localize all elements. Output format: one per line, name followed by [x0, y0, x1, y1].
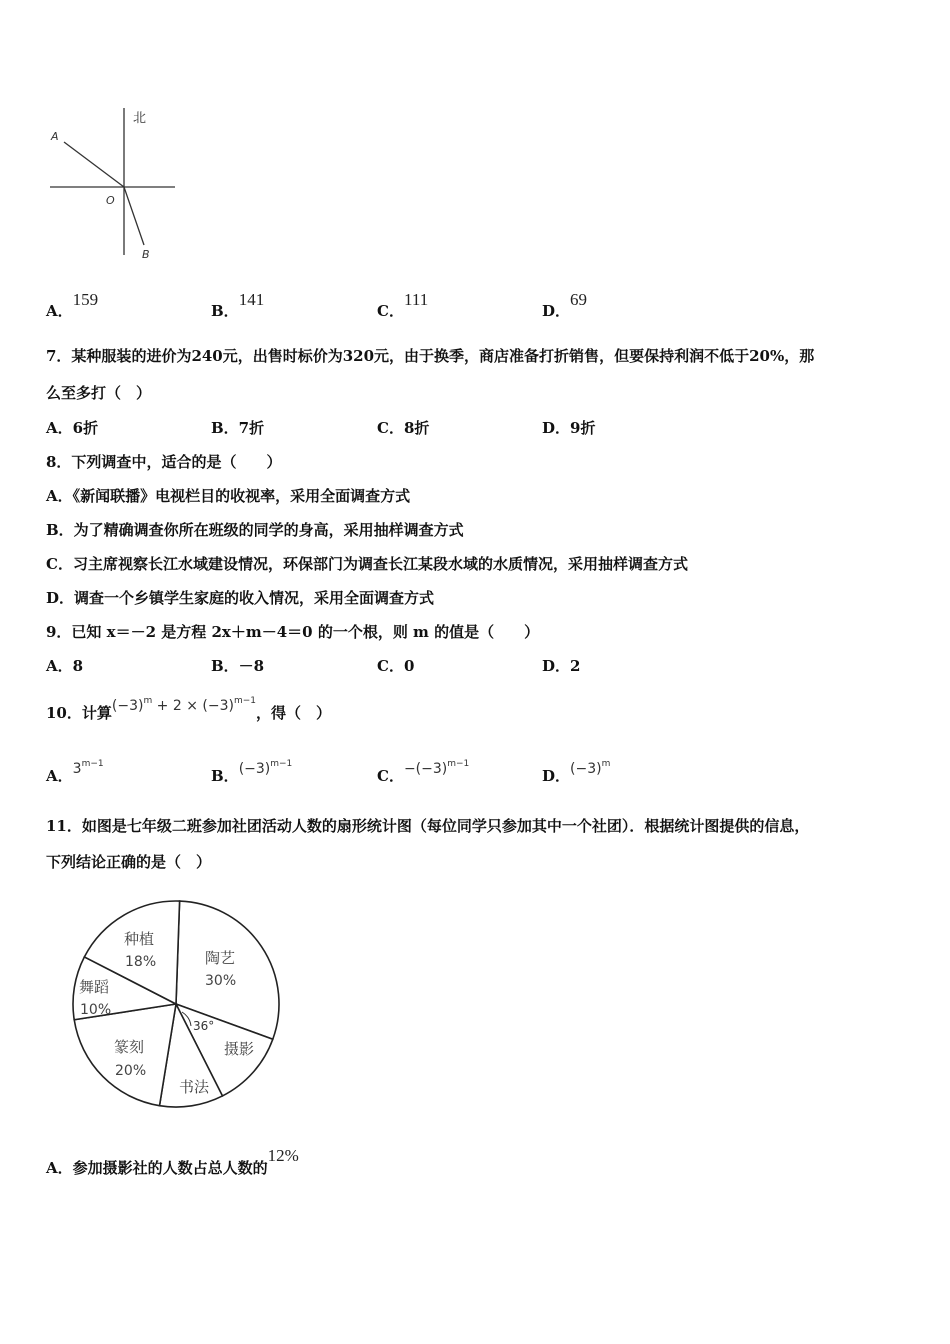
q10-expression — [112, 698, 256, 714]
q11-option-a-value: 12% — [267, 1146, 299, 1165]
q10-prefix: 10．计算 — [46, 704, 112, 722]
q8-option-b: B．为了精确调查你所在班级的同学的身高，采用抽样调查方式 — [46, 521, 464, 539]
point-o-label: O — [106, 194, 115, 207]
q10-option-a — [46, 759, 104, 786]
option-letter: D． — [542, 767, 571, 785]
q8-stem: 8．下列调查中，适合的是（ ） — [46, 453, 282, 471]
q8-option-d: D．调查一个乡镇学生家庭的收入情况，采用全面调查方式 — [46, 589, 435, 607]
q10-suffix: ，得（ ） — [256, 704, 332, 722]
q11-stem-line2: 下列结论正确的是（ ） — [46, 853, 212, 871]
option-math — [570, 761, 610, 777]
q10-option-b — [211, 759, 293, 786]
q7-stem-line1: 7．某种服装的进价为240元，出售时标价为320元，由于换季，商店准备打折销售，但要保持利润不低于20%，那 — [46, 347, 815, 365]
q9-option-a: A．8 — [46, 657, 84, 675]
q9-option-c: C．0 — [377, 657, 415, 675]
q6-option-a — [46, 290, 99, 321]
q10-option-d — [542, 759, 611, 786]
club-pie-chart — [60, 890, 300, 1120]
math-exponent: m−1 — [270, 759, 293, 769]
option-value: 159 — [72, 290, 99, 309]
ray-ob — [124, 187, 144, 245]
option-letter: B． — [211, 767, 239, 785]
option-math — [404, 761, 469, 777]
q7-option-d: D．9折 — [542, 419, 596, 437]
slice-label-taoyi: 陶艺 — [205, 949, 236, 967]
slice-label-sheying: 摄影 — [224, 1040, 255, 1058]
math-exponent: m−1 — [447, 759, 470, 769]
q9-option-d: D．2 — [542, 657, 581, 675]
point-b-label: B — [142, 248, 150, 261]
q6-option-d — [542, 290, 588, 321]
slice-percent-taoyi: 30% — [205, 973, 237, 989]
slice-label-wudao: 舞蹈 — [79, 978, 110, 996]
q11-stem-line1: 11．如图是七年级二班参加社团活动人数的扇形统计图（每位同学只参加其中一个社团）．根据统计图提供的信息， — [46, 817, 810, 835]
option-letter: C． — [377, 767, 404, 785]
option-value: 111 — [403, 290, 429, 309]
q7-stem-line2: 么至多打（ ） — [46, 384, 152, 402]
slice-label-zhuanke: 篆刻 — [114, 1038, 145, 1056]
slice-percent-zhuanke: 20% — [115, 1063, 147, 1079]
option-math — [239, 761, 293, 777]
option-math — [73, 761, 104, 777]
expr-exponent: m — [143, 696, 153, 706]
q8-option-c: C．习主席视察长江水域建设情况，环保部门为调查长江某段水域的水质情况，采用抽样调查方式 — [46, 555, 688, 573]
slice-label-shufa: 书法 — [179, 1078, 210, 1096]
q10-option-c — [377, 759, 470, 786]
option-value: 141 — [238, 290, 265, 309]
math-base: (−3) — [570, 761, 602, 777]
q11-option-a-text: A．参加摄影社的人数占总人数的 — [46, 1159, 268, 1177]
math-exponent: m — [601, 759, 611, 769]
point-a-label: A — [51, 130, 59, 143]
math-exponent: m−1 — [81, 759, 104, 769]
slice-percent-wudao: 10% — [80, 1002, 112, 1018]
q7-option-a: A．6折 — [46, 419, 99, 437]
q7-option-c: C．8折 — [377, 419, 430, 437]
math-base: −(−3) — [403, 761, 448, 777]
slice-label-zhongzhi: 种植 — [124, 930, 155, 948]
compass-figure — [40, 100, 190, 270]
q9-option-b: B．－8 — [211, 657, 265, 675]
angle-annotation: 36° — [193, 1019, 215, 1033]
option-letter: A． — [46, 767, 73, 785]
q8-option-a: A．《新闻联播》电视栏目的收视率，采用全面调查方式 — [46, 487, 411, 505]
expr-middle: + 2 × (−3) — [152, 698, 234, 714]
math-base: 3 — [72, 761, 82, 777]
option-letter: C． — [377, 302, 404, 320]
expr-exponent: m−1 — [233, 696, 256, 706]
q6-option-c — [377, 290, 429, 321]
expr-base: (−3) — [111, 698, 144, 714]
option-letter: B． — [211, 302, 239, 320]
q11-option-a — [46, 1146, 299, 1178]
q9-stem: 9．已知 x＝－2 是方程 2x＋m－4＝0 的一个根，则 m 的值是（ ） — [46, 623, 540, 641]
option-letter: A． — [46, 302, 73, 320]
q10-stem — [46, 696, 332, 723]
slice-percent-zhongzhi: 18% — [125, 954, 157, 970]
q6-option-b — [211, 290, 265, 321]
option-letter: D． — [542, 302, 571, 320]
ray-oa — [64, 142, 124, 187]
q7-option-b: B．7折 — [211, 419, 265, 437]
option-value: 69 — [570, 290, 588, 309]
math-base: (−3) — [238, 761, 271, 777]
north-label: 北 — [133, 111, 147, 126]
